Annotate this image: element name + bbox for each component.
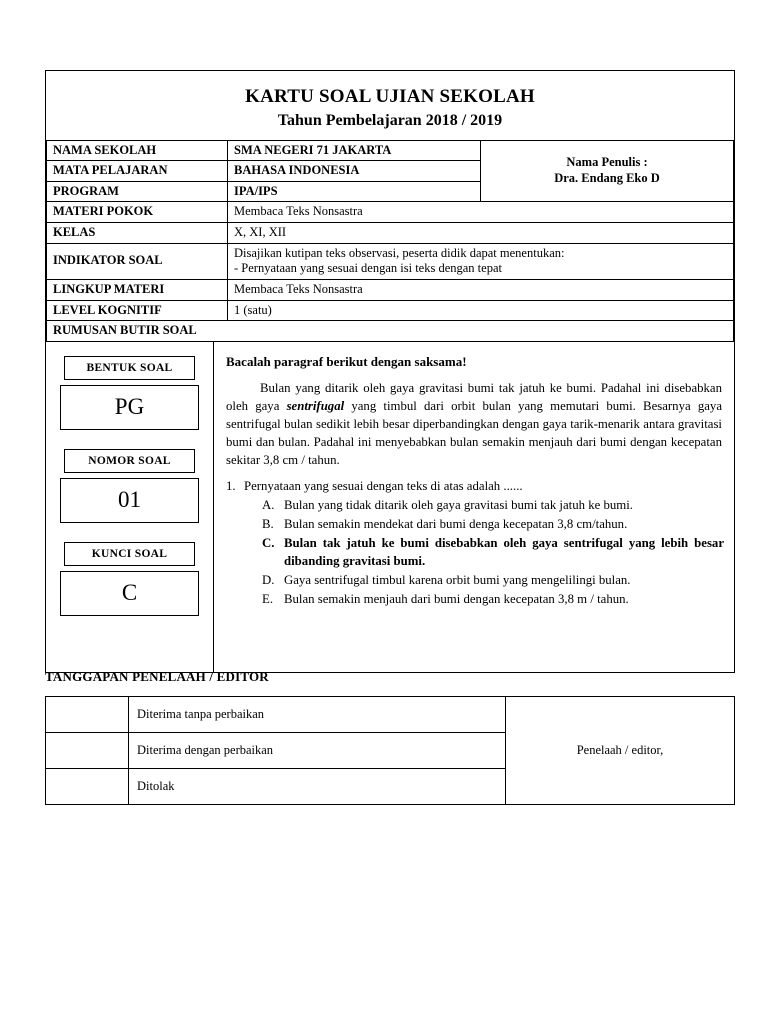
author-label: Nama Penulis :	[566, 155, 648, 170]
table-row	[47, 223, 734, 244]
question-stem-text: Pernyataan yang sesuai dengan teks di atas adalah ......	[244, 478, 523, 493]
label-kelas: KELAS	[47, 223, 228, 244]
label-program: PROGRAM	[47, 181, 228, 202]
tanggapan-title: TANGGAPAN PENELAAH / EDITOR	[45, 669, 269, 684]
table-row	[47, 279, 734, 300]
label-rumusan-butir-soal: RUMUSAN BUTIR SOAL	[47, 321, 734, 342]
bentuk-soal-value: PG	[60, 385, 199, 430]
option-ditolak: Ditolak	[129, 769, 506, 805]
value-nama-sekolah: SMA NEGERI 71 JAKARTA	[228, 140, 481, 161]
value-level-kognitif: 1 (satu)	[228, 300, 734, 321]
option-text: Bulan yang tidak ditarik oleh gaya gravitasi bumi tak jatuh ke bumi.	[284, 498, 633, 513]
spacer	[58, 523, 201, 542]
list-item	[262, 572, 724, 590]
author-cell	[481, 140, 734, 202]
checkbox-diterima-dengan-perbaikan[interactable]	[46, 733, 129, 769]
value-indikator-soal	[228, 243, 734, 279]
passage-italic-term: sentrifugal	[286, 398, 345, 413]
spacer	[58, 430, 201, 449]
option-letter: B.	[262, 517, 274, 532]
author-name: Dra. Endang Eko D	[554, 170, 660, 185]
question-instruction: Bacalah paragraf berikut dengan saksama!	[226, 353, 467, 369]
indikator-line-2: - Pernyataan yang sesuai dengan isi teks dengan tepat	[234, 261, 502, 276]
option-diterima-tanpa-perbaikan: Diterima tanpa perbaikan	[129, 697, 506, 733]
checkbox-ditolak[interactable]	[46, 769, 129, 805]
kunci-soal-value: C	[60, 571, 199, 616]
kunci-soal-label: KUNCI SOAL	[64, 542, 195, 566]
list-item	[262, 516, 724, 534]
card-header	[46, 71, 734, 140]
option-text: Bulan tak jatuh ke bumi disebabkan oleh gaya sentrifugal yang lebih besar dibanding gravitasi bumi.	[284, 536, 724, 569]
bentuk-soal-label: BENTUK SOAL	[64, 356, 195, 380]
question-meta-column	[46, 342, 214, 672]
label-materi-pokok: MATERI POKOK	[47, 202, 228, 223]
label-level-kognitif: LEVEL KOGNITIF	[47, 300, 228, 321]
value-mata-pelajaran: BAHASA INDONESIA	[228, 161, 481, 182]
page-subtitle: Tahun Pembelajaran 2018 / 2019	[277, 111, 503, 129]
label-indikator-soal: INDIKATOR SOAL	[47, 243, 228, 279]
answer-options	[262, 497, 724, 608]
list-item-correct	[262, 535, 724, 571]
label-nama-sekolah: NAMA SEKOLAH	[47, 140, 228, 161]
option-letter: C.	[262, 536, 275, 551]
value-kelas: X, XI, XII	[228, 223, 734, 244]
question-passage	[226, 379, 722, 470]
option-letter: A.	[262, 498, 275, 513]
option-diterima-dengan-perbaikan: Diterima dengan perbaikan	[129, 733, 506, 769]
label-lingkup-materi: LINGKUP MATERI	[47, 279, 228, 300]
value-materi-pokok: Membaca Teks Nonsastra	[228, 202, 734, 223]
table-row	[47, 202, 734, 223]
table-row	[46, 697, 735, 733]
question-content-column	[214, 342, 734, 672]
nomor-soal-label: NOMOR SOAL	[64, 449, 195, 473]
table-row	[47, 321, 734, 342]
signer-cell: Penelaah / editor,	[506, 697, 735, 805]
option-text: Bulan semakin menjauh dari bumi dengan kecepatan 3,8 m / tahun.	[284, 592, 629, 607]
passage-part-1: Bulan yang ditarik oleh gaya gravitasi bumi tak jatuh ke bumi. Padahal ini disebabkan oleh gaya	[226, 380, 722, 413]
passage-part-2: yang timbul dari orbit bulan yang memutari bumi. Besarnya gaya sentrifugal bulan sedikit lebih besar diperbandingkan dengan gaya tarik-menarik antara gravitasi bumi dan bulan. Padahal ini menyebabkan bulan semakin menjauh dari bumi dengan kecepatan sekitar 3,8 cm / tahun.	[226, 398, 722, 468]
question-number: 1.	[226, 478, 236, 493]
tanggapan-table	[45, 696, 735, 805]
value-lingkup-materi: Membaca Teks Nonsastra	[228, 279, 734, 300]
meta-table	[46, 140, 734, 342]
list-item	[262, 591, 724, 609]
page-title: KARTU SOAL UJIAN SEKOLAH	[245, 86, 535, 107]
list-item	[262, 497, 724, 515]
option-text: Gaya sentrifugal timbul karena orbit bumi yang mengelilingi bulan.	[284, 573, 631, 588]
option-letter: D.	[262, 573, 275, 588]
option-text: Bulan semakin mendekat dari bumi denga kecepatan 3,8 cm/tahun.	[284, 517, 628, 532]
table-row	[47, 300, 734, 321]
option-letter: E.	[262, 592, 274, 607]
nomor-soal-value: 01	[60, 478, 199, 523]
label-mata-pelajaran: MATA PELAJARAN	[47, 161, 228, 182]
indikator-line-1: Disajikan kutipan teks observasi, peserta didik dapat menentukan:	[234, 245, 565, 260]
value-program: IPA/IPS	[228, 181, 481, 202]
kartu-soal-card	[45, 70, 735, 673]
table-row	[47, 140, 734, 161]
question-stem	[226, 478, 722, 496]
table-row	[47, 243, 734, 279]
checkbox-diterima-tanpa-perbaikan[interactable]	[46, 697, 129, 733]
question-body	[46, 342, 734, 672]
